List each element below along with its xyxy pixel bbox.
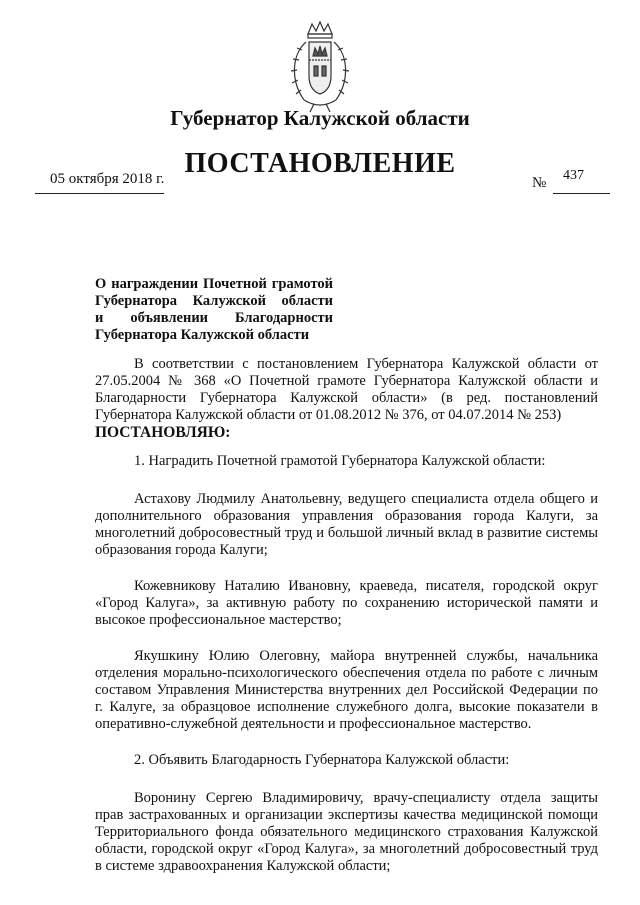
document-number: 437 xyxy=(563,168,584,183)
award-paragraph: Кожевникову Наталию Ивановну, краеведа, писателя, городской округ «Город Калуга», за активную работу по сохранению исторической памяти и высокое профессиональное мастерство; xyxy=(95,578,598,628)
title-line: Губернатора Калужской области xyxy=(95,293,333,309)
date-underline xyxy=(35,193,164,194)
document-type: ПОСТАНОВЛЕНИЕ xyxy=(184,148,456,179)
title-line: Губернатора Калужской области xyxy=(95,327,310,343)
item-1-heading: 1. Наградить Почетной грамотой Губернатора Калужской области: xyxy=(134,453,546,469)
document-body xyxy=(95,356,598,875)
issuing-authority: Губернатор Калужской области xyxy=(170,106,470,130)
decree-word: ПОСТАНОВЛЯЮ: xyxy=(95,424,231,441)
title-line: О награждении Почетной грамотой xyxy=(95,276,333,292)
item-2-heading: 2. Объявить Благодарность Губернатора Калужской области: xyxy=(134,752,510,768)
thanks-paragraph: Воронину Сергею Владимировичу, врачу-специалисту отдела защиты прав застрахованных и организации экспертизы качества медицинской помощи Территориального фонда обязательного медицинского страхования Калужской области, городской округ «Город Калуга», за многолетний добросовестный труд в системе здравоохранения Калужской области; xyxy=(95,790,598,874)
preamble-paragraph: В соответствии с постановлением Губернатора Калужской области от 27.05.2004 № 368 «О Почетной грамоте Губернатора Калужской области и Благодарности Губернатора Калужской области» (в ред. постановлений Губернатора Калужской области от 01.08.2012 № 376, от 04.07.2014 № 253) xyxy=(95,356,598,423)
award-paragraph: Якушкину Юлию Олеговну, майора внутренней службы, начальника отделения морально-психологического обеспечения отдела по работе с личным составом Управления Министерства внутренних дел Российской Федерации по г. Калуге, за образцовое исполнение служебного долга, высокие показатели в оперативно-служебной деятельности и профессиональное мастерство. xyxy=(95,648,598,732)
document-title xyxy=(95,276,333,344)
title-line: и объявлении Благодарности xyxy=(95,310,333,326)
award-paragraph: Астахову Людмилу Анатольевну, ведущего специалиста отдела общего и дополнительного образования управления образования города Калуги, за многолетний добросовестный труд и большой личный вклад в развитие системы образования города Калуги; xyxy=(95,491,598,558)
document-date: 05 октября 2018 г. xyxy=(50,171,165,187)
number-underline xyxy=(553,193,610,194)
number-sign: № xyxy=(532,175,547,191)
coat-of-arms-emblem xyxy=(284,20,356,114)
